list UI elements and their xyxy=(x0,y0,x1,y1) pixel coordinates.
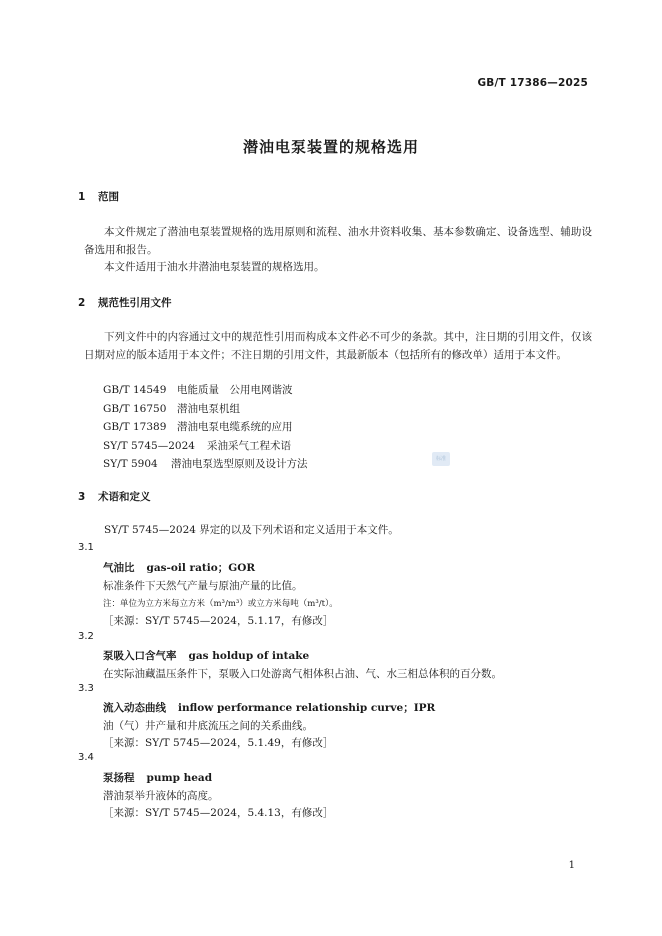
section-1-paragraph-2: 本文件适用于油水井潜油电泵装置的规格选用。 xyxy=(104,261,325,273)
section-1-heading xyxy=(78,189,119,204)
page-number: 1 xyxy=(568,860,575,871)
section-number: 1 xyxy=(78,191,86,203)
section-title: 术语和定义 xyxy=(98,491,151,503)
reference-item xyxy=(103,400,308,419)
term-definition: 潜油泵举升液体的高度。 xyxy=(103,790,219,802)
reference-code: GB/T 17389 xyxy=(103,421,167,433)
reference-title: 潜油电泵选型原则及设计方法 xyxy=(171,458,308,470)
standard-code: GB/T 17386—2025 xyxy=(477,77,588,89)
term-zh: 泵吸入口含气率 xyxy=(103,650,177,662)
term-title xyxy=(103,770,212,785)
reference-code: SY/T 5904 xyxy=(103,458,158,470)
term-definition: 在实际油藏温压条件下，泵吸入口处游离气相体积占油、气、水三相总体积的百分数。 xyxy=(103,668,502,680)
reference-title: 电能质量 公用电网谐波 xyxy=(177,384,293,396)
reference-code: GB/T 16750 xyxy=(103,402,167,415)
term-definition: 油（气）井产量和井底流压之间的关系曲线。 xyxy=(103,720,313,732)
term-zh: 气油比 xyxy=(103,562,135,574)
term-source: ［来源：SY/T 5745—2024，5.1.49，有修改］ xyxy=(103,737,334,749)
term-title xyxy=(103,700,435,715)
reference-item xyxy=(103,455,308,474)
section-2-intro: 下列文件中的内容通过文中的规范性引用而构成本文件必不可少的条款。其中，注日期的引用文件，仅该日期对应的版本适用于本文件；不注日期的引用文件，其最新版本（包括所有的修改单）适用于本文件。 xyxy=(84,331,592,361)
term-en: gas-oil ratio；GOR xyxy=(146,562,256,574)
normative-reference-list xyxy=(103,381,308,474)
term-source: ［来源：SY/T 5745—2024，5.1.17，有修改］ xyxy=(103,615,334,627)
term-number: 3.2 xyxy=(78,631,94,642)
section-number: 3 xyxy=(78,491,86,503)
term-source: ［来源：SY/T 5745—2024，5.4.13，有修改］ xyxy=(103,807,334,819)
reference-code: SY/T 5745—2024 xyxy=(103,439,195,452)
term-note: 注：单位为立方米每立方米（m³/m³）或立方米每吨（m³/t）。 xyxy=(103,599,338,609)
document-title: 潜油电泵装置的规格选用 xyxy=(242,138,419,156)
reference-code: GB/T 14549 xyxy=(103,384,167,396)
section-3-heading xyxy=(78,489,151,504)
term-title xyxy=(103,560,255,575)
term-en: gas holdup of intake xyxy=(188,650,310,662)
section-3-intro: SY/T 5745—2024 界定的以及下列术语和定义适用于本文件。 xyxy=(104,524,399,536)
term-title xyxy=(103,648,309,663)
term-zh: 泵扬程 xyxy=(103,772,135,784)
term-number: 3.1 xyxy=(78,542,94,553)
reference-title: 采油采气工程术语 xyxy=(207,439,291,452)
term-definition: 标准条件下天然气产量与原油产量的比值。 xyxy=(103,580,303,592)
section-number: 2 xyxy=(78,297,86,309)
section-title: 规范性引用文件 xyxy=(98,297,172,309)
term-en: inflow performance relationship curve；IPR xyxy=(178,702,436,714)
term-en: pump head xyxy=(146,772,213,784)
section-1-paragraph-1: 本文件规定了潜油电泵装置规格的选用原则和流程、油水井资料收集、基本参数确定、设备选型、辅助设备选用和报告。 xyxy=(84,226,592,256)
term-number: 3.4 xyxy=(78,752,94,763)
term-number: 3.3 xyxy=(78,683,94,694)
reference-item xyxy=(103,437,308,456)
reference-item xyxy=(103,381,308,400)
watermark-logo: 标准 xyxy=(432,452,450,466)
reference-item xyxy=(103,418,308,437)
reference-title: 潜油电泵机组 xyxy=(177,402,240,415)
term-zh: 流入动态曲线 xyxy=(103,702,166,714)
reference-title: 潜油电泵电缆系统的应用 xyxy=(177,421,293,433)
section-title: 范围 xyxy=(98,191,119,203)
section-2-heading xyxy=(78,295,172,310)
